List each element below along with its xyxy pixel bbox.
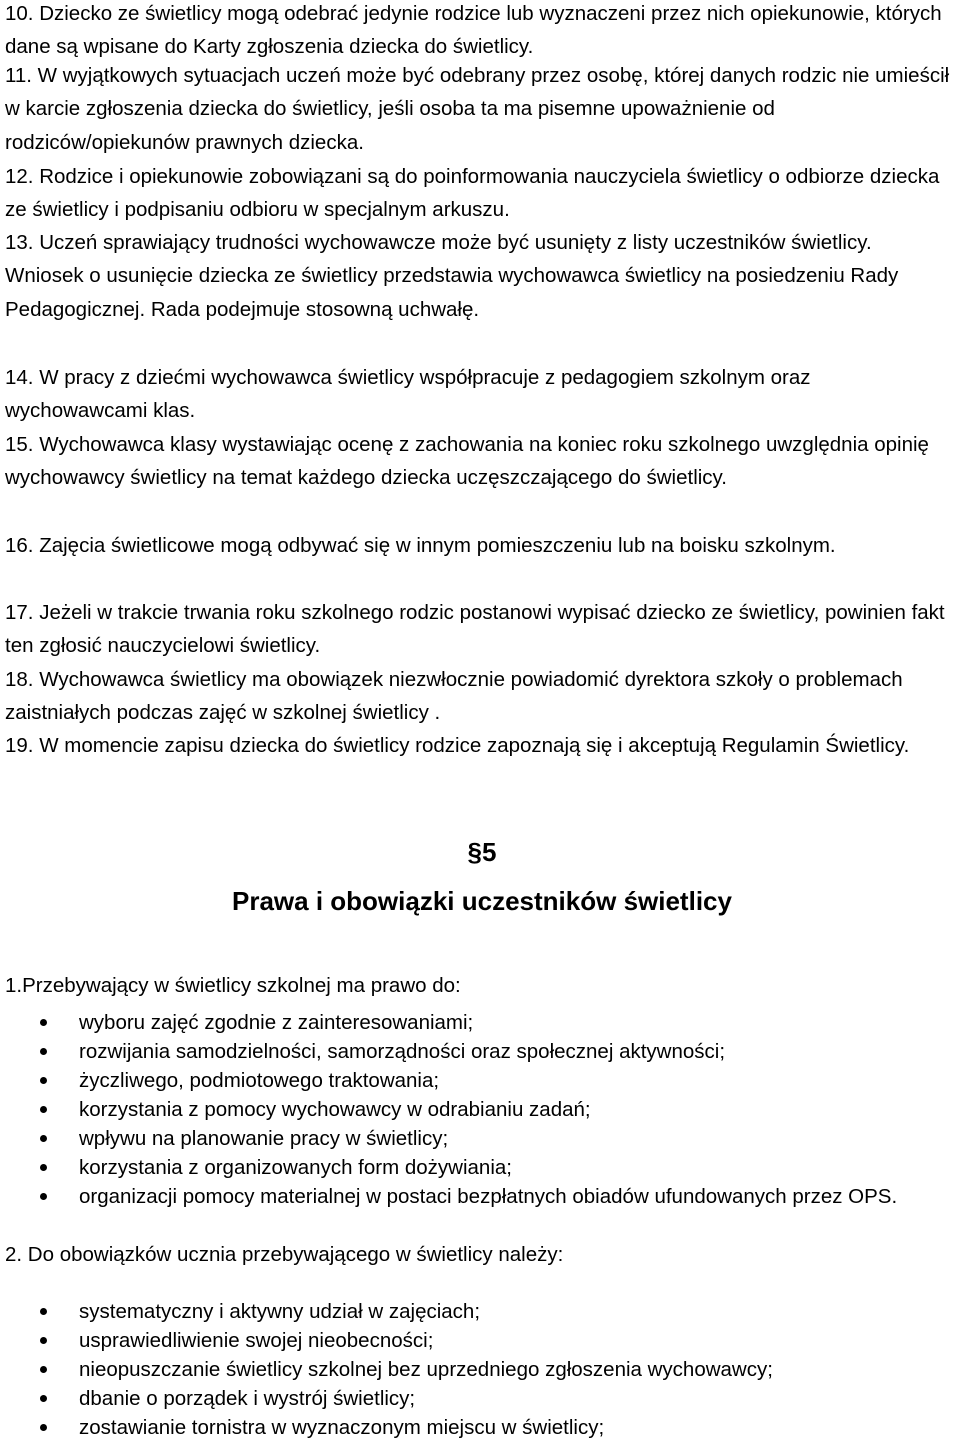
regulation-point-12: 12. Rodzice i opiekunowie zobowiązani są do poinformowania nauczyciela świetlicy o odbiorze dziecka ze świetlicy i podpisaniu odbioru w specjalnym arkuszu. (5, 165, 940, 222)
section-sign (0, 834, 960, 870)
list-item: zostawianie tornistra w wyznaczonym miejscu w świetlicy; (0, 1413, 960, 1442)
list-item: korzystania z organizowanych form dożywiania; (0, 1153, 960, 1182)
section-title: Prawa i obowiązki uczestników świetlicy (232, 886, 732, 916)
bullet-icon (40, 1048, 47, 1055)
bullet-icon (40, 1424, 47, 1431)
list-item: życzliwego, podmiotowego traktowania; (0, 1066, 960, 1095)
rights-list (0, 1008, 960, 1211)
regulation-point-14: 14. W pracy z dziećmi wychowawca świetlicy współpracuje z pedagogiem szkolnym oraz wychowawcami klas. (5, 366, 811, 423)
bullet-icon (40, 1395, 47, 1402)
regulation-point-16: 16. Zajęcia świetlicowe mogą odbywać się w innym pomieszczeniu lub na boisku szkolnym. (5, 534, 836, 557)
section-number: 5 (482, 837, 497, 867)
regulation-point-17: 17. Jeżeli w trakcie trwania roku szkolnego rodzic postanowi wypisać dziecko ze świetlicy, powinien fakt ten zgłosić nauczycielowi świetlicy. (5, 601, 945, 658)
bullet-icon (40, 1019, 47, 1026)
bullet-icon (40, 1106, 47, 1113)
list-item: wpływu na planowanie pracy w świetlicy; (0, 1124, 960, 1153)
regulation-point-13: 13. Uczeń sprawiający trudności wychowawcze może być usunięty z listy uczestników świetlicy. Wniosek o usunięcie dziecka ze świetlicy przedstawia wychowawca świetlicy na posiedzeniu Rady Pedagogicznej. Rada podejmuje stosowną uchwałę. (5, 231, 899, 321)
list-item: organizacji pomocy materialnej w postaci bezpłatnych obiadów ufundowanych przez OPS. (0, 1182, 960, 1211)
duties-list (0, 1297, 960, 1442)
regulation-point-15: 15. Wychowawca klasy wystawiając ocenę z zachowania na koniec roku szkolnego uwzględnia opinię wychowawcy świetlicy na temat każdego dziecka uczęszczającego do świetlicy. (5, 433, 929, 490)
list-item: dbanie o porządek i wystrój świetlicy; (0, 1384, 960, 1413)
section-sign-glyph: § (467, 837, 482, 867)
bullet-icon (40, 1337, 47, 1344)
regulation-point-10: 10. Dziecko ze świetlicy mogą odebrać jedynie rodzice lub wyznaczeni przez nich opiekunowie, których dane są wpisane do Karty zgłoszenia dziecka do świetlicy. (5, 2, 942, 59)
regulation-point-11: 11. W wyjątkowych sytuacjach uczeń może być odebrany przez osobę, której danych rodzic nie umieścił w karcie zgłoszenia dziecka do świetlicy, jeśli osoba ta ma pisemne upoważnienie od rodziców/opiekunów prawnych dziecka. (5, 64, 950, 154)
list-item: rozwijania samodzielności, samorządności oraz społecznej aktywności; (0, 1037, 960, 1066)
duties-intro: 2. Do obowiązków ucznia przebywającego w świetlicy należy: (5, 1243, 564, 1266)
bullet-icon (40, 1164, 47, 1171)
bullet-icon (40, 1366, 47, 1373)
bullet-icon (40, 1193, 47, 1200)
regulation-point-18: 18. Wychowawca świetlicy ma obowiązek niezwłocznie powiadomić dyrektora szkoły o problemach zaistniałych podczas zajęć w szkolnej świetlicy . (5, 668, 903, 725)
regulation-point-19: 19. W momencie zapisu dziecka do świetlicy rodzice zapoznają się i akceptują Regulamin Świetlicy. (5, 734, 910, 757)
list-item: usprawiedliwienie swojej nieobecności; (0, 1326, 960, 1355)
rights-intro: 1.Przebywający w świetlicy szkolnej ma prawo do: (5, 974, 461, 997)
list-item: systematyczny i aktywny udział w zajęciach; (0, 1297, 960, 1326)
bullet-icon (40, 1308, 47, 1315)
list-item: korzystania z pomocy wychowawcy w odrabianiu zadań; (0, 1095, 960, 1124)
list-item: nieopuszczanie świetlicy szkolnej bez uprzedniego zgłoszenia wychowawcy; (0, 1355, 960, 1384)
bullet-icon (40, 1077, 47, 1084)
list-item: wyboru zajęć zgodnie z zainteresowaniami; (0, 1008, 960, 1037)
bullet-icon (40, 1135, 47, 1142)
